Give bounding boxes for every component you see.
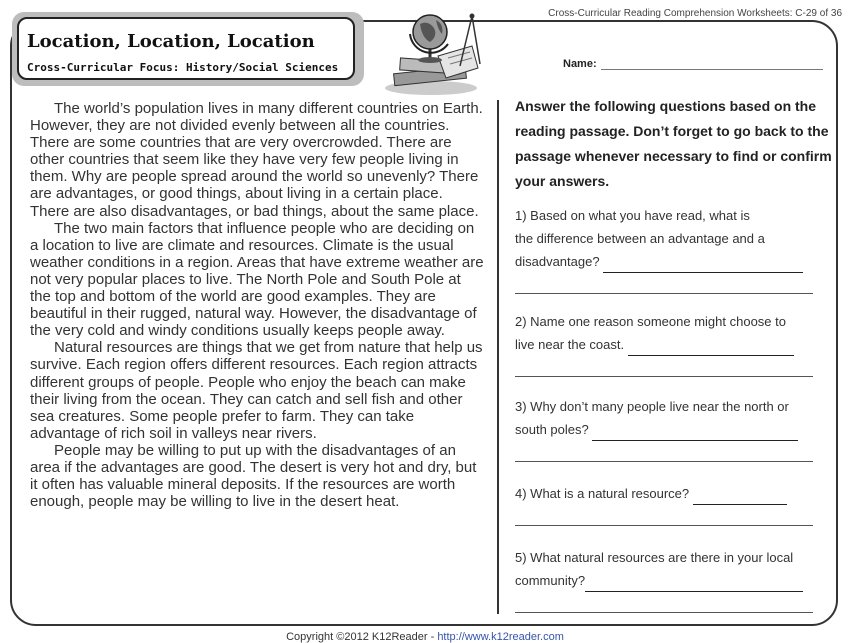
question-2 — [515, 310, 833, 377]
answer-line[interactable] — [515, 376, 813, 377]
name-field[interactable] — [601, 69, 823, 70]
question-text: 3) Why don’t many people live near the north or — [515, 399, 789, 414]
question-text: community? — [515, 573, 586, 588]
passage-paragraph: Natural resources are things that we get from nature that help us survive. Each region offers different resources. Each region attracts different groups of people. People who enjoy the beach can make their living from the ocean. They can catch and sell fish and other sea creatures. Some people prefer to farm. They can take advantage of rich soil in valleys near rivers. — [30, 339, 483, 442]
question-3 — [515, 395, 833, 462]
question-text: 4) What is a natural resource? — [515, 486, 690, 501]
answer-line[interactable] — [693, 490, 787, 505]
question-text: disadvantage? — [515, 254, 600, 269]
answer-line[interactable] — [592, 426, 798, 441]
worksheet-title: Location, Location, Location — [27, 31, 315, 52]
question-text: south poles? — [515, 422, 589, 437]
passage-paragraph: The world’s population lives in many different countries on Earth. However, they are not divided evenly between all the countries. There are some countries that are very overcrowded. There are other countries that seem like they have very few people living in them. Why are people spread around the world so unevenly? There are advantages, or good things, about living in a certain place. There are also disadvantages, or bad things, about the same place. — [30, 100, 483, 220]
question-text: 1) Based on what you have read, what is — [515, 208, 750, 223]
worksheet-reference: Cross-Curricular Reading Comprehension Worksheets: C-29 of 36 — [548, 8, 842, 19]
question-text: the difference between an advantage and a — [515, 231, 765, 246]
worksheet-subtitle: Cross-Curricular Focus: History/Social Sciences — [27, 61, 339, 74]
passage-paragraph: The two main factors that influence people who are deciding on a location to live are climate and resources. Climate is the usual weather conditions in a region. Areas that have extreme weather are not very popular places to live. The North Pole and South Pole at the top and bottom of the world are good examples. They are beautiful in their rugged, natural way. However, the disadvantage of the very cold and windy conditions usually keeps people away. — [30, 219, 484, 340]
title-box — [17, 17, 355, 80]
answer-line[interactable] — [603, 258, 803, 273]
answer-line[interactable] — [515, 525, 813, 526]
name-label: Name: — [563, 58, 597, 70]
question-text: live near the coast. — [515, 337, 625, 352]
copyright-text: Copyright ©2012 K12Reader - — [286, 631, 438, 643]
passage-paragraph: People may be willing to put up with the disadvantages of an area if the advantages are good. The desert is very hot and dry, but it often has valuable mineral deposits. If the resources are worth enough, people may be willing to live in the desert heat. — [30, 441, 477, 511]
column-divider — [497, 100, 499, 614]
answer-line[interactable] — [515, 612, 813, 613]
questions-panel — [515, 94, 833, 613]
question-text: 5) What natural resources are there in your local — [515, 550, 794, 565]
answer-line[interactable] — [628, 341, 794, 356]
answer-line[interactable] — [515, 461, 813, 462]
globe-and-books-illustration — [376, 8, 486, 98]
instructions: Answer the following questions based on the reading passage. Don’t forget to go back to the passage whenever necessary to find or confirm your answers. — [515, 98, 832, 189]
website-link[interactable]: http://www.k12reader.com — [437, 631, 564, 643]
answer-line[interactable] — [515, 293, 813, 294]
question-1 — [515, 204, 833, 294]
answer-line[interactable] — [585, 577, 803, 592]
reading-passage — [30, 100, 485, 510]
footer — [0, 631, 850, 643]
question-4 — [515, 482, 833, 526]
question-5 — [515, 546, 833, 613]
question-text: 2) Name one reason someone might choose to — [515, 314, 786, 329]
